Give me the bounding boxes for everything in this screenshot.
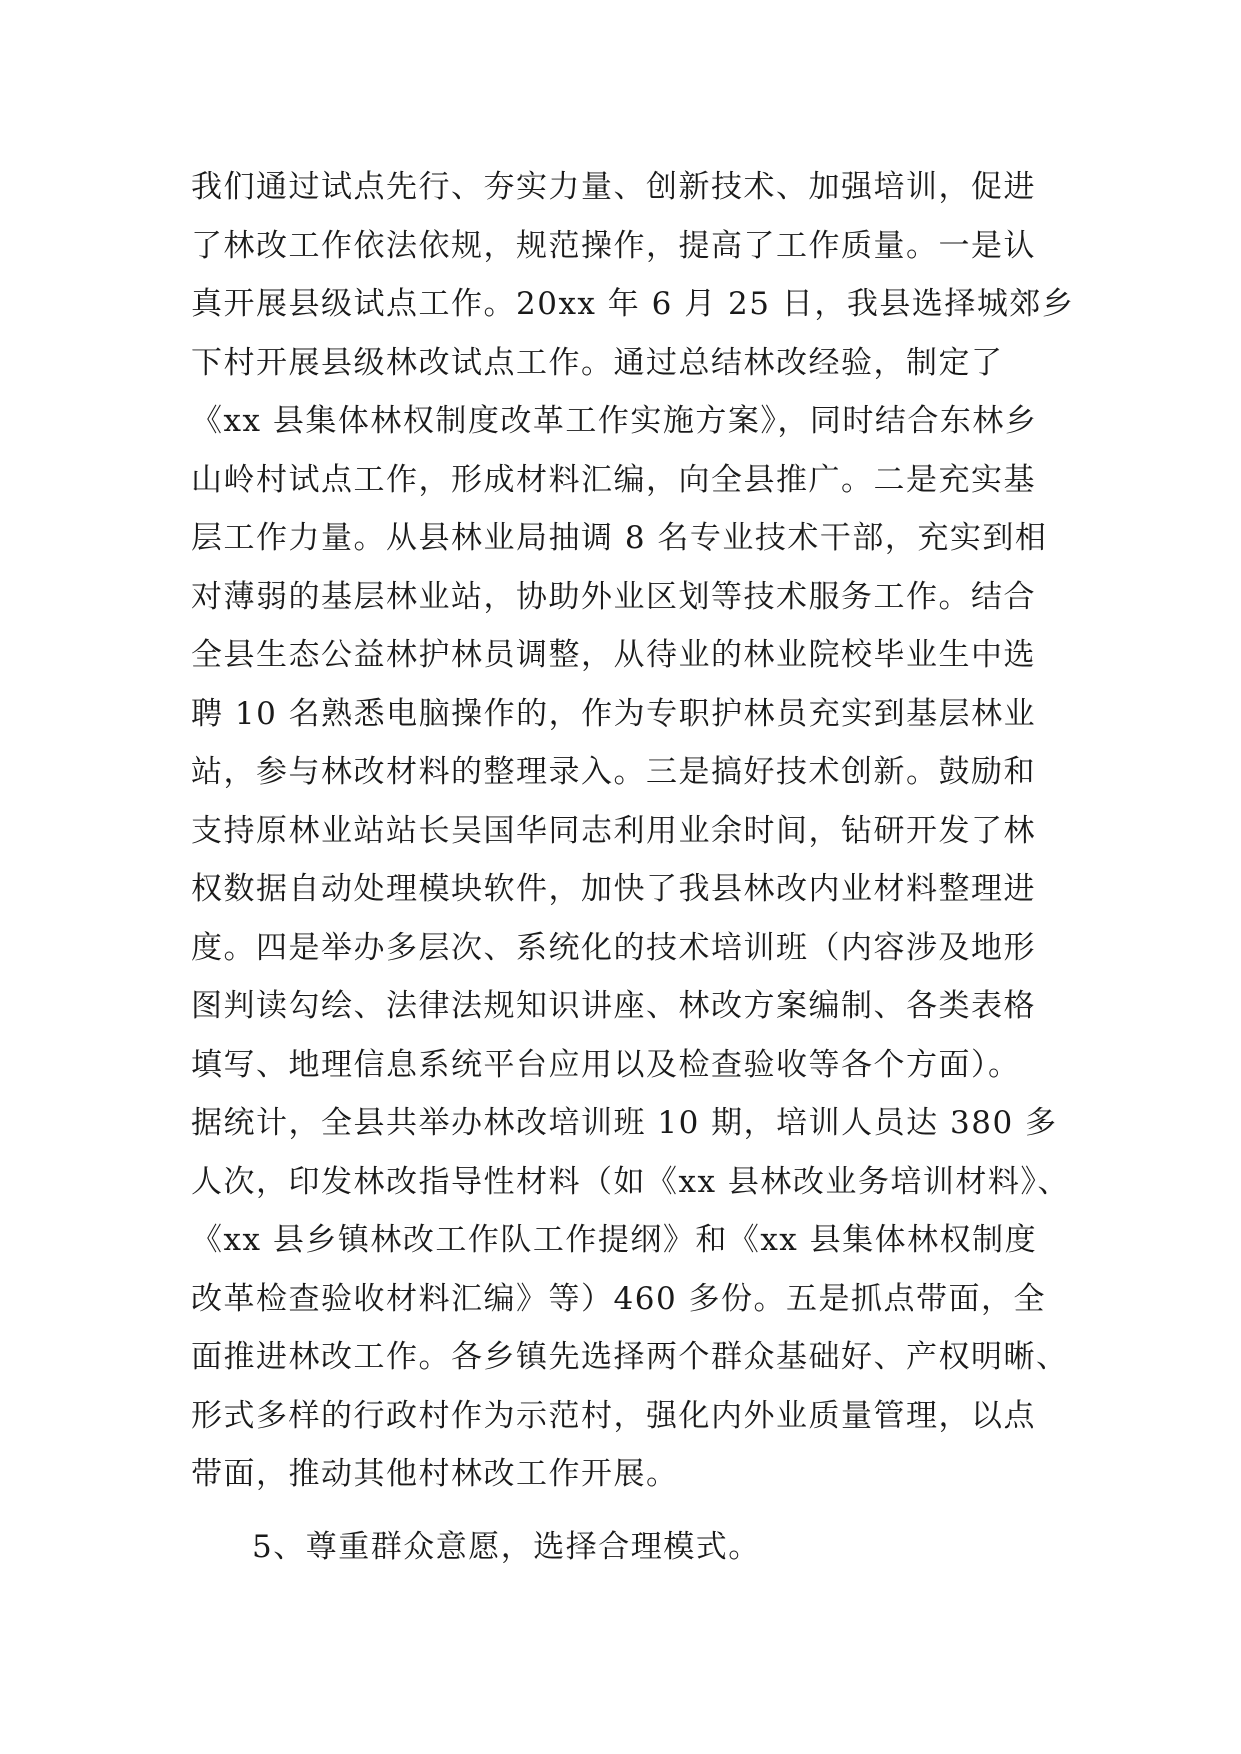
paragraph-line: 我们通过试点先行、夯实力量、创新技术、加强培训，促进 [191,169,1036,205]
paragraph-line: 站，参与林改材料的整理录入。三是搞好技术创新。鼓励和 [191,754,1036,790]
paragraph-line: 聘 10 名熟悉电脑操作的，作为专职护林员充实到基层林业 [191,695,1037,732]
paragraph-line: 全县生态公益林护林员调整，从待业的林业院校毕业生中选 [191,637,1036,673]
paragraph-line: 对薄弱的基层林业站，协助外业区划等技术服务工作。结合 [191,578,1036,615]
paragraph-line: 支持原林业站站长吴国华同志利用业余时间，钻研开发了林 [191,812,1036,849]
section-heading: 5、尊重群众意愿，选择合理模式。 [252,1528,761,1565]
paragraph-line: 层工作力量。从县林业局抽调 8 名专业技术干部，充实到相 [191,520,1048,556]
body-text [191,158,1075,1576]
paragraph-line: 改革检查验收材料汇编》等）460 多份。五是抓点带面，全 [191,1280,1047,1317]
paragraph-line: 填写、地理信息系统平台应用以及检查验收等各个方面）。 [191,1046,1021,1083]
paragraph-line: 权数据自动处理模块软件，加快了我县林改内业材料整理进 [191,871,1036,907]
paragraph-line: 图判读勾绘、法律法规知识讲座、林改方案编制、各类表格 [191,988,1036,1024]
paragraph-line: 度。四是举办多层次、系统化的技术培训班（内容涉及地形 [191,929,1036,966]
paragraph-line: 下村开展县级林改试点工作。通过总结林改经验，制定了 [191,344,1004,381]
paragraph-line: 山岭村试点工作，形成材料汇编，向全县推广。二是充实基 [191,461,1036,498]
paragraph-line: 带面，推动其他村林改工作开展。 [191,1456,679,1492]
paragraph-line: 《xx 县集体林权制度改革工作实施方案》，同时结合东林乡 [191,403,1038,439]
paragraph-line: 《xx 县乡镇林改工作队工作提纲》和《xx 县集体林权制度 [191,1222,1038,1258]
paragraph-line: 人次，印发林改指导性材料（如《xx 县林改业务培训材料》、 [191,1163,1070,1200]
paragraph-line: 了林改工作依法依规，规范操作，提高了工作质量。一是认 [191,227,1036,264]
paragraph-line: 真开展县级试点工作。20xx 年 6 月 25 日，我县选择城郊乡 [191,286,1075,322]
paragraph-line: 形式多样的行政村作为示范村，强化内外业质量管理，以点 [191,1397,1036,1434]
paragraph-line: 面推进林改工作。各乡镇先选择两个群众基础好、产权明晰、 [191,1339,1069,1375]
paragraph-line: 据统计，全县共举办林改培训班 10 期，培训人员达 380 多 [191,1105,1058,1141]
